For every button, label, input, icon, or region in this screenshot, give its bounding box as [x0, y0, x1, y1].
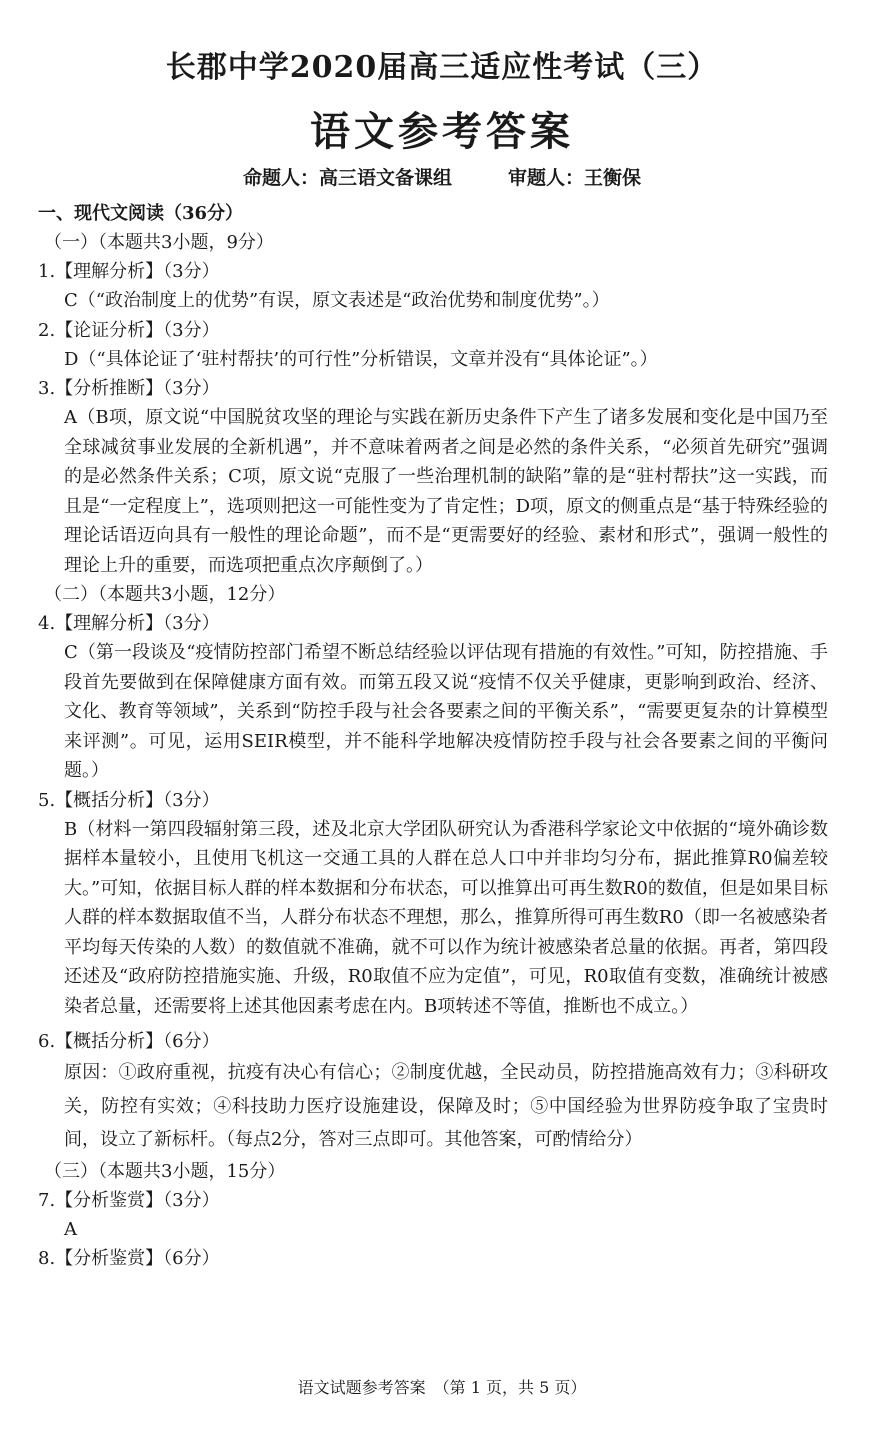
question-label: 2.【论证分析】（3分）: [38, 319, 220, 341]
question-label: 8.【分析鉴赏】（6分）: [38, 1248, 220, 1269]
setter-label: 命题人：高三语文备课组: [242, 167, 452, 189]
exam-title: 长郡中学2020届高三适应性考试（三）: [165, 50, 719, 85]
group-heading: （一）（本题共3小题，9分）: [44, 232, 274, 253]
question-label: 3.【分析推断】（3分）: [38, 378, 220, 399]
answer-text: B（材料一第四段辐射第三段，述及北京大学团队研究认为香港科学家论文中依据的“境外确诊数据样本量较小，且使用飞机这一交通工具的人群在总人口中并非均匀分布，据此推算R0偏差较大。”可知，依据目标人群的样本数据和分布状态，可以推算出可再生数R0的数值，但是如果目标人群的样本数据取值不当，人群分布状态不理想，那么，推算所得可再生数R0（即一名被感染者平均每天传染的人数）的数值就不准确，就不可以作为统计被感染者总量的依据。再者，第四段还述及“政府防控措施实施、升级，R0取值不应为定值”，可见，R0取值有变数，准确统计被感染者总量，还需要将上述其他因素考虑在内。B项转述不等值，推断也不成立。）: [64, 818, 828, 1017]
answer-text: A: [64, 1218, 77, 1240]
question-label: 5.【概括分析】（3分）: [38, 789, 220, 811]
group-heading: （二）（本题共3小题，12分）: [44, 584, 286, 605]
question-label: 7.【分析鉴赏】（3分）: [38, 1189, 220, 1211]
section-heading: 一、现代文阅读（36分）: [38, 203, 244, 224]
question-label: 4.【理解分析】（3分）: [38, 613, 220, 634]
reviewer-label: 审题人：王衡保: [508, 167, 642, 189]
answer-text: A（B项，原文说“中国脱贫攻坚的理论与实践在新历史条件下产生了诸多发展和变化是中国乃至全球减贫事业发展的全新机遇”，并不意味着两者之间是必然的条件关系，“必须首先研究”强调的是必然条件关系；C项，原文说“克服了一些治理机制的缺陷”靠的是“驻村帮扶”这一实践，而且是“一定程度上”，选项则把这一可能性变为了肯定性；D项，原文的侧重点是“基于特殊经验的理论话语迈向具有一般性的理论命题”，而不是“更需要好的经验、素材和形式”，强调一般性的理论上升的重要，而选项把重点次序颠倒了。）: [64, 407, 828, 576]
answer-text: C（“政治制度上的优势”有误，原文表述是“政治优势和制度优势”。）: [64, 290, 610, 311]
document-title: 语文参考答案: [310, 108, 574, 155]
answer-content: [38, 199, 828, 1273]
question-label: 6.【概括分析】（6分）: [38, 1031, 220, 1052]
authors-line: [0, 163, 884, 190]
answer-text: D（“具体论证了‘驻村帮扶’的可行性”分析错误，文章并没有“具体论证”。）: [64, 348, 658, 370]
group-heading: （三）（本题共3小题，15分）: [44, 1160, 286, 1182]
answer-text: 原因：①政府重视，抗疫有决心有信心；②制度优越，全民动员，防控措施高效有力；③科研攻关，防控有实效；④科技助力医疗设施建设，保障及时；⑤中国经验为世界防疫争取了宝贵时间，设立了新标杆。（每点2分，答对三点即可。其他答案，可酌情给分）: [64, 1062, 828, 1150]
page-footer: 语文试题参考答案 （第 1 页，共 5 页）: [297, 1378, 587, 1397]
question-label: 1.【理解分析】（3分）: [38, 261, 220, 282]
answer-text: C（第一段谈及“疫情防控部门希望不断总结经验以评估现有措施的有效性。”可知，防控措施、手段首先要做到在保障健康方面有效。而第五段又说“疫情不仅关乎健康，更影响到政治、经济、文化、教育等领域”，关系到“防控手段与社会各要素之间的平衡关系”，“需要更复杂的计算模型来评测”。可见，运用SEIR模型，并不能科学地解决疫情防控手段与社会各要素之间的平衡问题。）: [64, 642, 828, 781]
